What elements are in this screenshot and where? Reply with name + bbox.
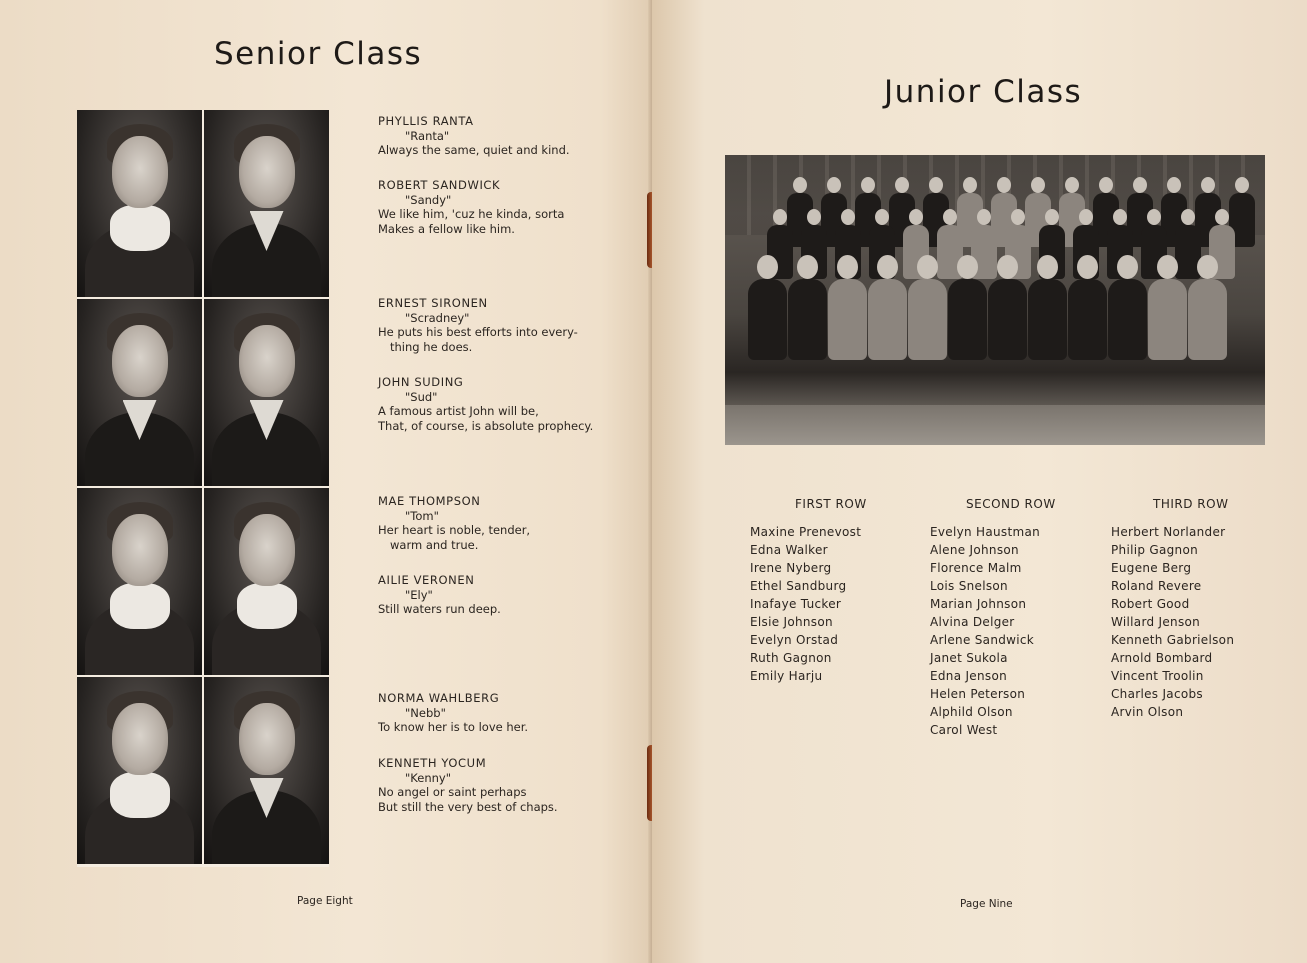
portrait-robert-sandwick xyxy=(204,110,329,297)
senior-bio xyxy=(378,375,638,433)
portrait-kenneth-yocum xyxy=(204,677,329,864)
senior-name: MAE THOMPSON xyxy=(378,494,481,508)
student-name: Ethel Sandburg xyxy=(750,579,847,593)
student-name: Kenneth Gabrielson xyxy=(1111,633,1235,647)
senior-bio xyxy=(378,756,638,814)
student-name: Florence Malm xyxy=(930,561,1022,575)
portrait-ernest-sironen xyxy=(77,299,202,486)
senior-name: KENNETH YOCUM xyxy=(378,756,487,770)
senior-bio xyxy=(378,691,638,735)
senior-motto: No angel or saint perhaps xyxy=(378,785,527,800)
page-number-left: Page Eight xyxy=(297,895,353,907)
student-name: Emily Harju xyxy=(750,669,823,683)
student-name: Eugene Berg xyxy=(1111,561,1192,575)
senior-name: NORMA WAHLBERG xyxy=(378,691,500,705)
group-photo-person xyxy=(745,255,790,360)
portrait-ailie-veronen xyxy=(204,488,329,675)
group-photo-person xyxy=(825,255,870,360)
senior-portrait-grid xyxy=(77,110,329,867)
name-list xyxy=(930,523,1040,739)
senior-motto: That, of course, is absolute prophecy. xyxy=(378,418,594,433)
senior-motto: Always the same, quiet and kind. xyxy=(378,143,570,158)
group-photo-person xyxy=(985,255,1030,360)
senior-nickname: "Nebb" xyxy=(405,705,446,720)
student-name: Edna Walker xyxy=(750,543,828,557)
senior-bio xyxy=(378,494,638,552)
senior-name: AILIE VERONEN xyxy=(378,573,475,587)
senior-nickname: "Kenny" xyxy=(405,770,452,785)
group-photo-person xyxy=(905,255,950,360)
senior-motto: We like him, 'cuz he kinda, sorta xyxy=(378,207,565,222)
student-name: Vincent Troolin xyxy=(1111,669,1204,683)
student-name: Carol West xyxy=(930,723,998,737)
senior-name: ROBERT SANDWICK xyxy=(378,178,501,192)
senior-motto: A famous artist John will be, xyxy=(378,404,539,419)
group-photo-person xyxy=(865,255,910,360)
student-name: Ruth Gagnon xyxy=(750,651,832,665)
student-name: Arlene Sandwick xyxy=(930,633,1035,647)
student-name: Maxine Prenevost xyxy=(750,525,862,539)
group-photo-person xyxy=(1065,255,1110,360)
senior-bio xyxy=(378,178,638,236)
senior-nickname: "Sandy" xyxy=(405,192,452,207)
portrait-phyllis-ranta xyxy=(77,110,202,297)
student-name: Philip Gagnon xyxy=(1111,543,1198,557)
student-name: Arnold Bombard xyxy=(1111,651,1213,665)
senior-motto: Her heart is noble, tender, xyxy=(378,523,531,538)
group-photo-person xyxy=(1025,255,1070,360)
student-name: Edna Jenson xyxy=(930,669,1007,683)
senior-bio xyxy=(378,114,638,158)
student-name: Charles Jacobs xyxy=(1111,687,1203,701)
senior-nickname: "Scradney" xyxy=(405,310,470,325)
senior-name: PHYLLIS RANTA xyxy=(378,114,474,128)
senior-motto: To know her is to love her. xyxy=(378,720,529,735)
portrait-john-suding xyxy=(204,299,329,486)
senior-name: ERNEST SIRONEN xyxy=(378,296,488,310)
student-name: Janet Sukola xyxy=(930,651,1008,665)
left-page xyxy=(0,0,652,963)
senior-motto: Still waters run deep. xyxy=(378,602,501,617)
junior-class-title: Junior Class xyxy=(884,74,1083,110)
senior-nickname: "Ranta" xyxy=(405,128,450,143)
student-name: Elsie Johnson xyxy=(750,615,833,629)
senior-name: JOHN SUDING xyxy=(378,375,464,389)
senior-motto: Makes a fellow like him. xyxy=(378,221,515,236)
student-name: Alphild Olson xyxy=(930,705,1013,719)
senior-motto: thing he does. xyxy=(390,339,473,354)
student-name: Marian Johnson xyxy=(930,597,1027,611)
group-photo-person xyxy=(945,255,990,360)
senior-nickname: "Sud" xyxy=(405,389,438,404)
student-name: Alene Johnson xyxy=(930,543,1019,557)
student-name: Irene Nyberg xyxy=(750,561,832,575)
right-page xyxy=(652,0,1307,963)
row-heading: SECOND ROW xyxy=(966,497,1056,511)
senior-nickname: "Ely" xyxy=(405,587,433,602)
student-name: Helen Peterson xyxy=(930,687,1026,701)
portrait-mae-thompson xyxy=(77,488,202,675)
senior-motto: He puts his best efforts into every- xyxy=(378,325,578,340)
student-name: Inafaye Tucker xyxy=(750,597,842,611)
senior-motto: But still the very best of chaps. xyxy=(378,799,558,814)
student-name: Roland Revere xyxy=(1111,579,1202,593)
student-name: Robert Good xyxy=(1111,597,1190,611)
group-photo-person xyxy=(785,255,830,360)
junior-class-group-photo xyxy=(725,155,1265,445)
group-photo-person xyxy=(1185,255,1230,360)
student-name: Evelyn Orstad xyxy=(750,633,839,647)
student-name: Herbert Norlander xyxy=(1111,525,1226,539)
senior-bio xyxy=(378,296,638,354)
student-name: Alvina Delger xyxy=(930,615,1015,629)
student-name: Arvin Olson xyxy=(1111,705,1184,719)
page-number-right: Page Nine xyxy=(960,898,1013,910)
row-heading: THIRD ROW xyxy=(1153,497,1229,511)
portrait-norma-wahlberg xyxy=(77,677,202,864)
student-name: Lois Snelson xyxy=(930,579,1008,593)
row-heading: FIRST ROW xyxy=(795,497,867,511)
student-name: Willard Jenson xyxy=(1111,615,1201,629)
group-photo-person xyxy=(1145,255,1190,360)
student-name: Evelyn Haustman xyxy=(930,525,1041,539)
group-photo-person xyxy=(1105,255,1150,360)
senior-nickname: "Tom" xyxy=(405,508,439,523)
senior-class-title: Senior Class xyxy=(214,36,423,72)
senior-motto: warm and true. xyxy=(390,537,479,552)
name-list xyxy=(750,523,861,685)
senior-bio xyxy=(378,573,638,617)
name-list xyxy=(1111,523,1234,721)
